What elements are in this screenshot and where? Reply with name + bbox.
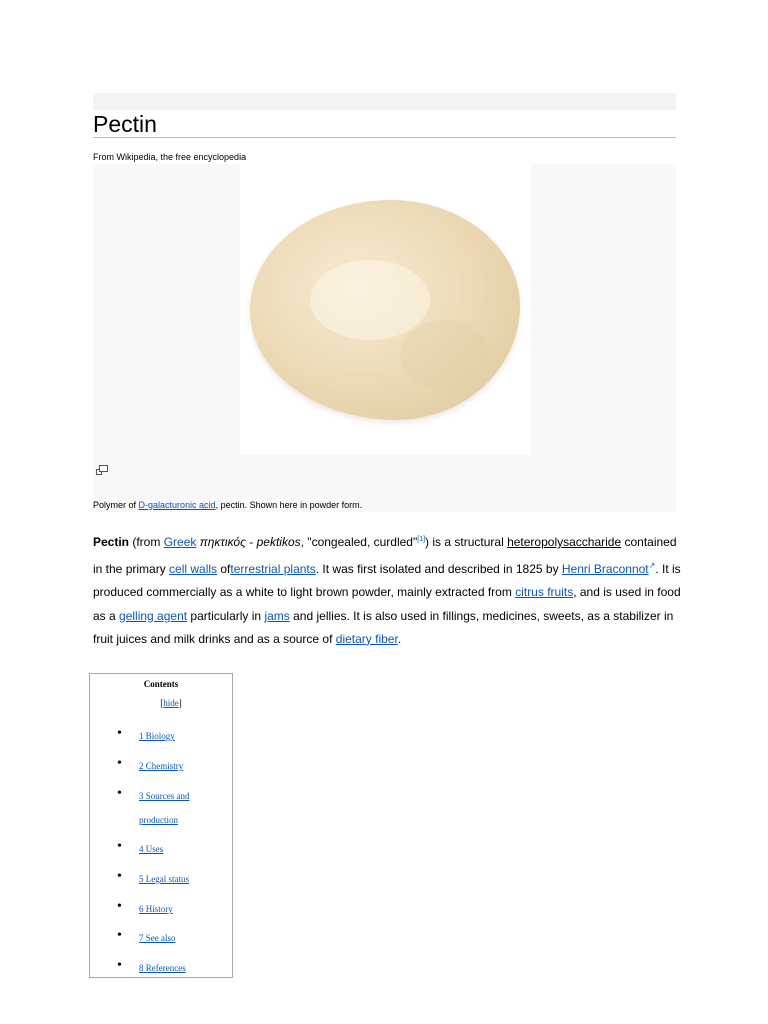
- toc-hide-toggle: [hide]: [160, 698, 182, 708]
- bullet-icon: •: [117, 726, 122, 741]
- link-henri-braconnot[interactable]: Henri Braconnot: [561, 562, 649, 577]
- title-divider: [93, 137, 676, 138]
- bullet-icon: •: [117, 899, 122, 914]
- enlarge-icon[interactable]: [96, 465, 108, 475]
- toc-link-sources[interactable]: 3 Sources and production: [139, 791, 190, 825]
- toc-link-see-also[interactable]: 7 See also: [139, 933, 176, 943]
- bullet-icon: •: [117, 928, 122, 943]
- toc-link-biology[interactable]: 1 Biology: [139, 731, 175, 741]
- toc-link-legal-status[interactable]: 5 Legal status: [139, 874, 189, 884]
- toc-link-uses[interactable]: 4 Uses: [139, 844, 164, 854]
- link-terrestrial-plants[interactable]: terrestrial plants: [230, 562, 316, 577]
- reference-1[interactable]: [1]: [417, 536, 426, 543]
- transliteration: pektikos: [256, 535, 301, 549]
- table-of-contents: [89, 673, 233, 978]
- link-dietary-fiber[interactable]: dietary fiber: [335, 631, 398, 646]
- toc-hide-link[interactable]: hide: [163, 698, 179, 708]
- bullet-icon: •: [117, 839, 122, 854]
- pectin-powder-image[interactable]: [240, 164, 531, 455]
- bullet-icon: •: [117, 756, 122, 771]
- powder-pile: [250, 200, 520, 420]
- greek-word: πηκτικός: [199, 535, 246, 549]
- link-greek[interactable]: Greek: [163, 535, 197, 549]
- term-pectin: Pectin: [93, 535, 130, 549]
- toc-link-chemistry[interactable]: 2 Chemistry: [139, 761, 184, 771]
- link-heteropolysaccharide[interactable]: heteropolysaccharide: [507, 535, 622, 549]
- caption-link-galacturonic[interactable]: D-galacturonic acid: [138, 500, 216, 510]
- link-citrus-fruits[interactable]: citrus fruits: [515, 585, 574, 600]
- bullet-icon: •: [117, 786, 122, 801]
- site-tagline: From Wikipedia, the free encyclopedia: [93, 152, 247, 162]
- page-title: Pectin: [93, 111, 157, 137]
- toc-link-references[interactable]: 8 References: [139, 963, 186, 973]
- infobox-figure: [93, 164, 676, 512]
- bullet-icon: •: [117, 958, 122, 973]
- link-jams[interactable]: jams: [264, 608, 290, 623]
- toc-title: Contents: [143, 679, 179, 689]
- link-gelling-agent[interactable]: gelling agent: [119, 608, 188, 623]
- figure-caption: Polymer of D-galacturonic acid, pectin. Shown here in powder form.: [93, 500, 363, 510]
- toc-link-history[interactable]: 6 History: [139, 904, 173, 914]
- bullet-icon: •: [117, 869, 122, 884]
- external-link-icon: ↗: [648, 561, 656, 571]
- top-banner: [93, 93, 676, 110]
- intro-paragraph: Pectin (from Greek πηκτικός - pektikos, "congealed, curdled"[1]) is a structural heteropolysaccharide contained in the primary cell walls ofterrestrial plants. It was first isolated and described in 1825 by Henri Braconnot↗. It is produced commercially as a white to light brown powder, mainly extracted from citrus fruits, and is used in food as a gelling agent particularly in jams and jellies. It is also used in fillings, medicines, sweets, as a stabilizer in fruit juices and milk drinks and as a source of dietary fiber.: [93, 535, 681, 646]
- link-cell-walls[interactable]: cell walls: [169, 562, 218, 577]
